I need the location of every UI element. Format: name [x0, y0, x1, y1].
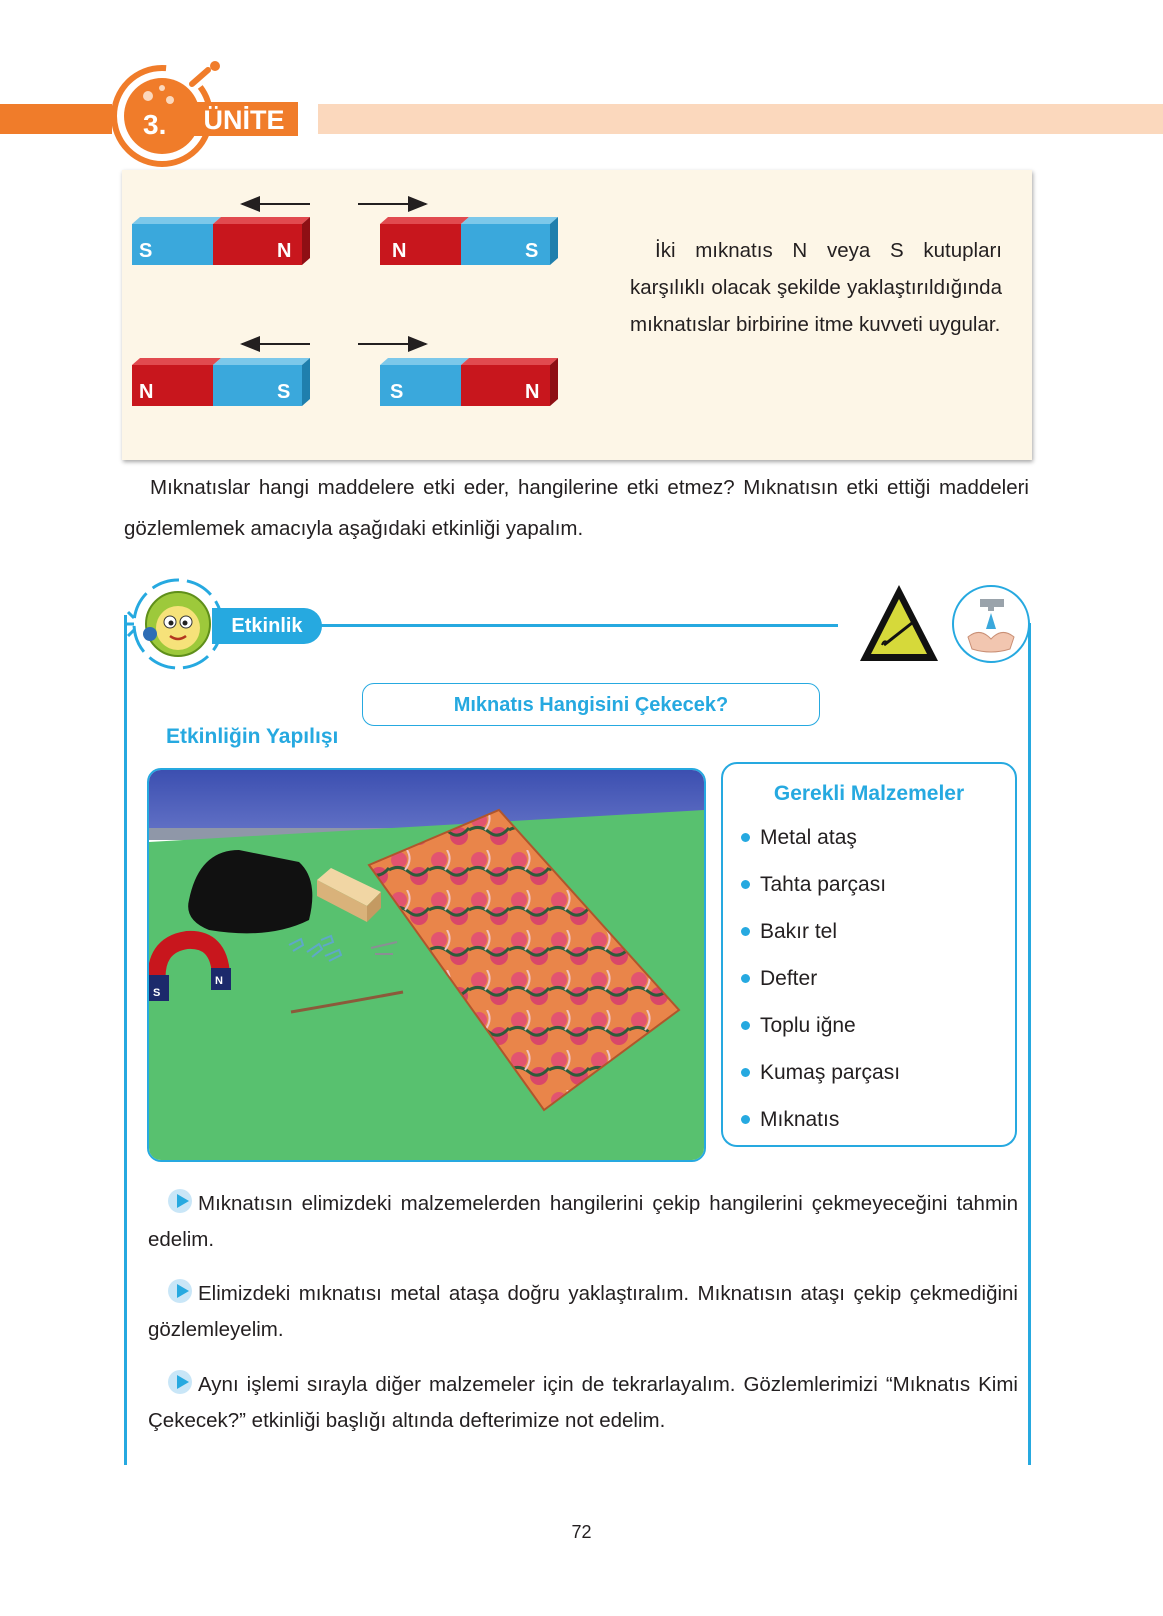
procedure-step [148, 1367, 1018, 1439]
list-item: Metal ataş [741, 824, 900, 871]
play-bullet-icon [168, 1370, 192, 1394]
unit-header-band [318, 104, 1163, 134]
list-item: Mıknatıs [741, 1106, 900, 1153]
info-text: İki mıknatıs N veya S kutupları karşılıklı olacak şekilde yaklaştırıldığında mıknatıslar birbirine itme kuvveti uygular. [630, 239, 1002, 336]
list-item: Bakır tel [741, 918, 900, 965]
svg-text:S: S [525, 240, 539, 262]
wash-hands-icon [950, 583, 1032, 665]
activity-tab: Etkinlik [212, 608, 322, 644]
list-item: Defter [741, 965, 900, 1012]
step-text: Aynı işlemi sırayla diğer malzemeler için de tekrarlayalım. Gözlemlerimizi “Mıknatıs Kimi Çekecek?” etkinliği başlığı altında defterimize not edelim. [148, 1373, 1018, 1432]
magnet-repulsion-diagram [132, 190, 572, 430]
materials-box [721, 762, 1017, 1147]
fabric-piece [188, 850, 312, 933]
bar-magnet [132, 358, 310, 406]
svg-text:S: S [139, 240, 153, 262]
unit-label: ÜNİTE [190, 102, 298, 136]
unit-number: 3. [143, 109, 167, 140]
activity-frame-left [124, 615, 127, 1465]
activity-frame-top [312, 624, 838, 627]
activity-frame-right [1028, 623, 1031, 1465]
svg-text:N: N [139, 381, 154, 403]
page-number: 72 [571, 1522, 592, 1542]
warning-sharp-object-icon [858, 583, 940, 663]
intro-paragraph: Mıknatıslar hangi maddelere etki eder, hangilerine etki etmez? Mıknatısın etki ettiği maddeleri gözlemlemek amacıyla aşağıdaki etkinliği yapalım. [124, 476, 1029, 540]
svg-text:N: N [277, 240, 292, 262]
list-item: Toplu iğne [741, 1012, 900, 1059]
bar-magnet [380, 217, 558, 265]
bar-magnet [380, 358, 558, 406]
list-item: Tahta parçası [741, 871, 900, 918]
activity-title: Mıknatıs Hangisini Çekecek? [362, 683, 820, 726]
unit-header-band-left [0, 104, 112, 134]
materials-title: Gerekli Malzemeler [773, 782, 965, 805]
svg-text:S: S [277, 381, 291, 403]
bar-magnet [132, 217, 310, 265]
svg-text:N: N [525, 381, 540, 403]
list-item: Kumaş parçası [741, 1059, 900, 1106]
procedure-step [148, 1276, 1018, 1348]
procedure-step [148, 1186, 1018, 1258]
svg-text:S: S [153, 987, 161, 999]
step-text: Elimizdeki mıknatısı metal ataşa doğru yaklaştıralım. Mıknatısın ataşı çekip çekmediğini gözlemleyelim. [148, 1282, 1018, 1341]
materials-photo [147, 768, 706, 1162]
play-bullet-icon [168, 1279, 192, 1303]
materials-list [741, 824, 900, 1153]
procedure-title: Etkinliğin Yapılışı [166, 725, 339, 748]
info-box [122, 170, 1032, 460]
svg-text:N: N [392, 240, 407, 262]
svg-text:S: S [390, 381, 404, 403]
step-text: Mıknatısın elimizdeki malzemelerden hangilerini çekip hangilerini çekmeyeceğini tahmin edelim. [148, 1192, 1018, 1251]
svg-text:N: N [215, 975, 223, 987]
play-bullet-icon [168, 1189, 192, 1213]
